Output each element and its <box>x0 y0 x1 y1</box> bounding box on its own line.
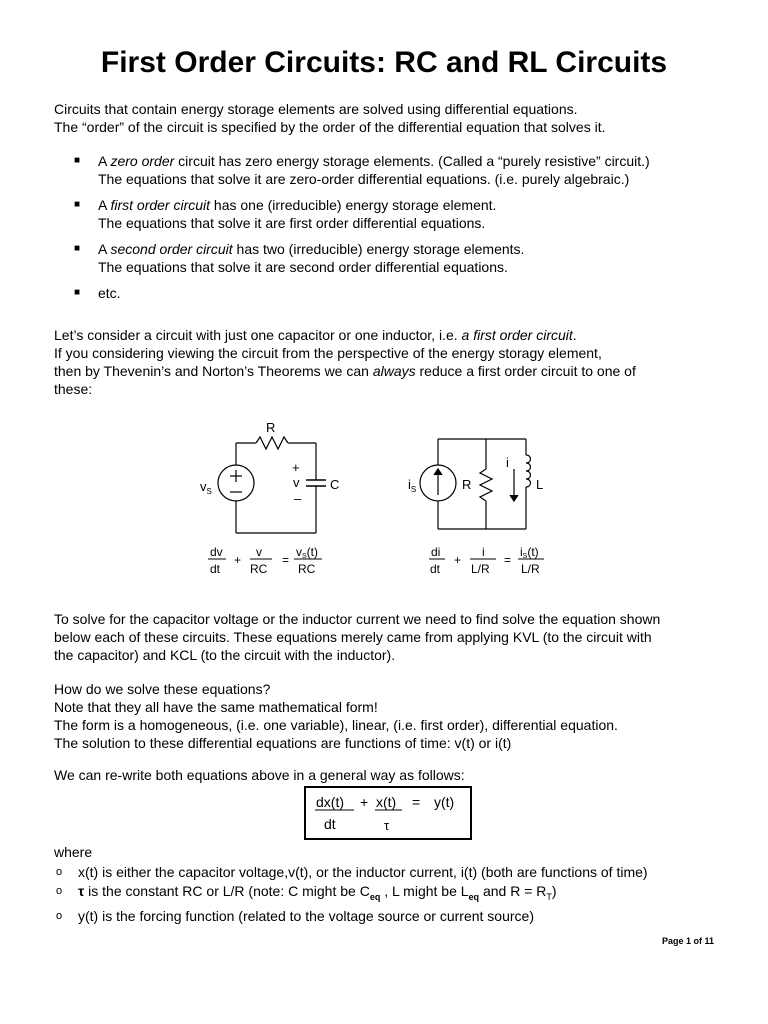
where-item-xt <box>54 863 648 882</box>
intro-line-2: The “order” of the circuit is specified by the order of the differential equation that solves it. <box>54 119 606 135</box>
bullet-line-2: The equations that solve it are second order differential equations. <box>98 259 508 275</box>
bullet-text: A <box>98 241 111 257</box>
rc-eq-vs: vS(t) <box>296 545 318 560</box>
bullet-text: etc. <box>98 285 121 301</box>
consider-line-2: If you considering viewing the circuit from the perspective of the energy storagy element, <box>54 345 602 361</box>
consider-emphasis: always <box>372 363 416 379</box>
eq-subscript: eq <box>369 891 381 902</box>
resistor-r <box>256 437 288 449</box>
rl-r-label: R <box>462 477 472 492</box>
bullet-etc <box>54 284 724 302</box>
circle-bullet-icon: o <box>56 909 63 922</box>
where-item-text: x(t) is either the capacitor voltage,v(t), or the inductor current, i(t) (both are functions of time) <box>78 864 648 880</box>
rc-eq-rc: RC <box>250 562 268 576</box>
bullet-emphasis: first order circuit <box>110 197 211 213</box>
bullet-text: circuit has zero energy storage elements. (Called a “purely resistive” circuit.) <box>174 153 650 169</box>
where-item-text: , L might be L <box>380 883 469 899</box>
eq-subscript: eq <box>468 891 480 902</box>
where-item-text: is the constant RC or L/R (note: C might be C <box>84 883 370 899</box>
consider-text: Let’s consider a circuit with just one capacitor or one inductor, i.e. <box>54 327 462 343</box>
page-number: Page 1 of 11 <box>661 936 714 946</box>
rl-l-label: L <box>536 477 544 492</box>
bullet-square-icon: ■ <box>74 155 81 166</box>
how-line-1: How do we solve these equations? <box>54 681 271 697</box>
rl-eq-equals: = <box>504 553 512 567</box>
bullet-emphasis: second order circuit <box>110 241 233 257</box>
rc-v-label: v <box>293 475 300 490</box>
order-bullet-list <box>54 152 724 310</box>
intro-paragraph <box>54 100 724 136</box>
rl-eq-i: i <box>482 545 485 559</box>
where-item-text: y(t) is the forcing function (related to the voltage source or current source) <box>78 907 534 924</box>
consider-text: reduce a first order circuit to one of <box>415 363 636 379</box>
circle-bullet-icon: o <box>56 866 63 878</box>
rl-circuit <box>420 439 531 529</box>
where-text: where <box>54 844 93 860</box>
rc-eq-equals: = <box>282 553 290 567</box>
consider-text: . <box>572 327 577 343</box>
where-item-text: and R = R <box>479 883 547 899</box>
bullet-square-icon: ■ <box>74 199 81 210</box>
bullet-text: has two (irreducible) energy storage elements. <box>232 241 525 257</box>
rl-eq-dt: dt <box>430 562 441 576</box>
circle-bullet-icon: o <box>56 885 63 897</box>
solve-line-2: below each of these circuits. These equations merely came from applying KVL (to the circuit with <box>54 629 652 645</box>
rc-plus-sign: + <box>292 460 300 475</box>
bullet-first-order <box>54 196 724 232</box>
rc-circuit <box>218 437 326 533</box>
how-line-2: Note that they all have the same mathematical form! <box>54 699 378 715</box>
bullet-zero-order <box>54 152 724 188</box>
bullet-line-2: The equations that solve it are first order differential equations. <box>98 215 486 231</box>
rl-eq-is: iS(t) <box>520 545 539 560</box>
page-title: First Order Circuits: RC and RL Circuits <box>100 46 668 79</box>
how-paragraph <box>54 680 724 752</box>
where-list <box>54 863 648 926</box>
resistor-r <box>480 469 492 501</box>
consider-emphasis: a first order circuit <box>461 327 573 343</box>
rewrite-line: We can re-write both equations above in a general way as follows: <box>54 767 465 783</box>
where-item-text: ) <box>551 883 557 899</box>
rl-eq-lr2: L/R <box>521 562 540 576</box>
rc-eq-plus: + <box>234 553 242 567</box>
bullet-text: A <box>98 197 111 213</box>
consider-paragraph <box>54 326 724 398</box>
rl-eq-plus: + <box>454 553 462 567</box>
rc-eq-v: v <box>256 545 262 559</box>
circuit-diagrams <box>190 415 570 595</box>
rc-vs-label: $v_S$ <box>200 479 212 496</box>
where-item-yt <box>54 907 648 926</box>
rc-eq-dv: dv <box>210 545 223 559</box>
rc-r-label: R <box>266 420 276 435</box>
bullet-text: has one (irreducible) energy storage element. <box>210 197 497 213</box>
eq-xt: x(t) <box>376 794 397 810</box>
how-line-3: The form is a homogeneous, (i.e. one variable), linear, (i.e. first order), differential equation. <box>54 717 618 733</box>
rl-is-label: $i_S$ <box>408 477 417 494</box>
rc-minus-sign: – <box>294 491 302 506</box>
rc-eq-rc2: RC <box>298 562 316 576</box>
eq-dxt: dx(t) <box>316 794 344 810</box>
rc-eq-dt: dt <box>210 562 221 576</box>
bullet-square-icon: ■ <box>74 287 81 298</box>
rc-c-label: C <box>330 477 340 492</box>
general-equation <box>306 788 470 838</box>
general-equation-box <box>304 786 472 840</box>
intro-line-1: Circuits that contain energy storage elements are solved using differential equations. <box>54 101 578 117</box>
rewrite-text <box>54 766 724 784</box>
bullet-text: A <box>98 153 111 169</box>
eq-yt: y(t) <box>434 794 455 810</box>
where-item-tau <box>54 882 648 907</box>
rl-eq-lr: L/R <box>471 562 490 576</box>
rl-eq-di: di <box>431 545 441 559</box>
solve-line-3: the capacitor) and KCL (to the circuit with the inductor). <box>54 647 396 663</box>
bullet-square-icon: ■ <box>74 243 81 254</box>
where-label <box>54 843 724 861</box>
bullet-emphasis: zero order <box>110 153 175 169</box>
consider-text: then by Thevenin’s and Norton’s Theorems we can <box>54 363 373 379</box>
rl-i-label: i <box>506 455 509 470</box>
solve-paragraph <box>54 610 724 664</box>
tau-symbol: τ <box>78 883 85 899</box>
eq-dt: dt <box>324 816 336 832</box>
inductor-l <box>526 455 531 487</box>
t-subscript: T <box>546 891 552 902</box>
eq-plus: + <box>360 794 369 810</box>
consider-line-4: these: <box>54 381 93 397</box>
eq-tau: τ <box>384 818 390 833</box>
bullet-second-order <box>54 240 724 276</box>
bullet-line-2: The equations that solve it are zero-order differential equations. (i.e. purely algebraic.) <box>98 171 630 187</box>
solve-line-1: To solve for the capacitor voltage or the inductor current we need to find solve the equation shown <box>54 611 661 627</box>
eq-equals: = <box>412 794 421 810</box>
how-line-4: The solution to these differential equations are functions of time: v(t) or i(t) <box>54 735 512 751</box>
